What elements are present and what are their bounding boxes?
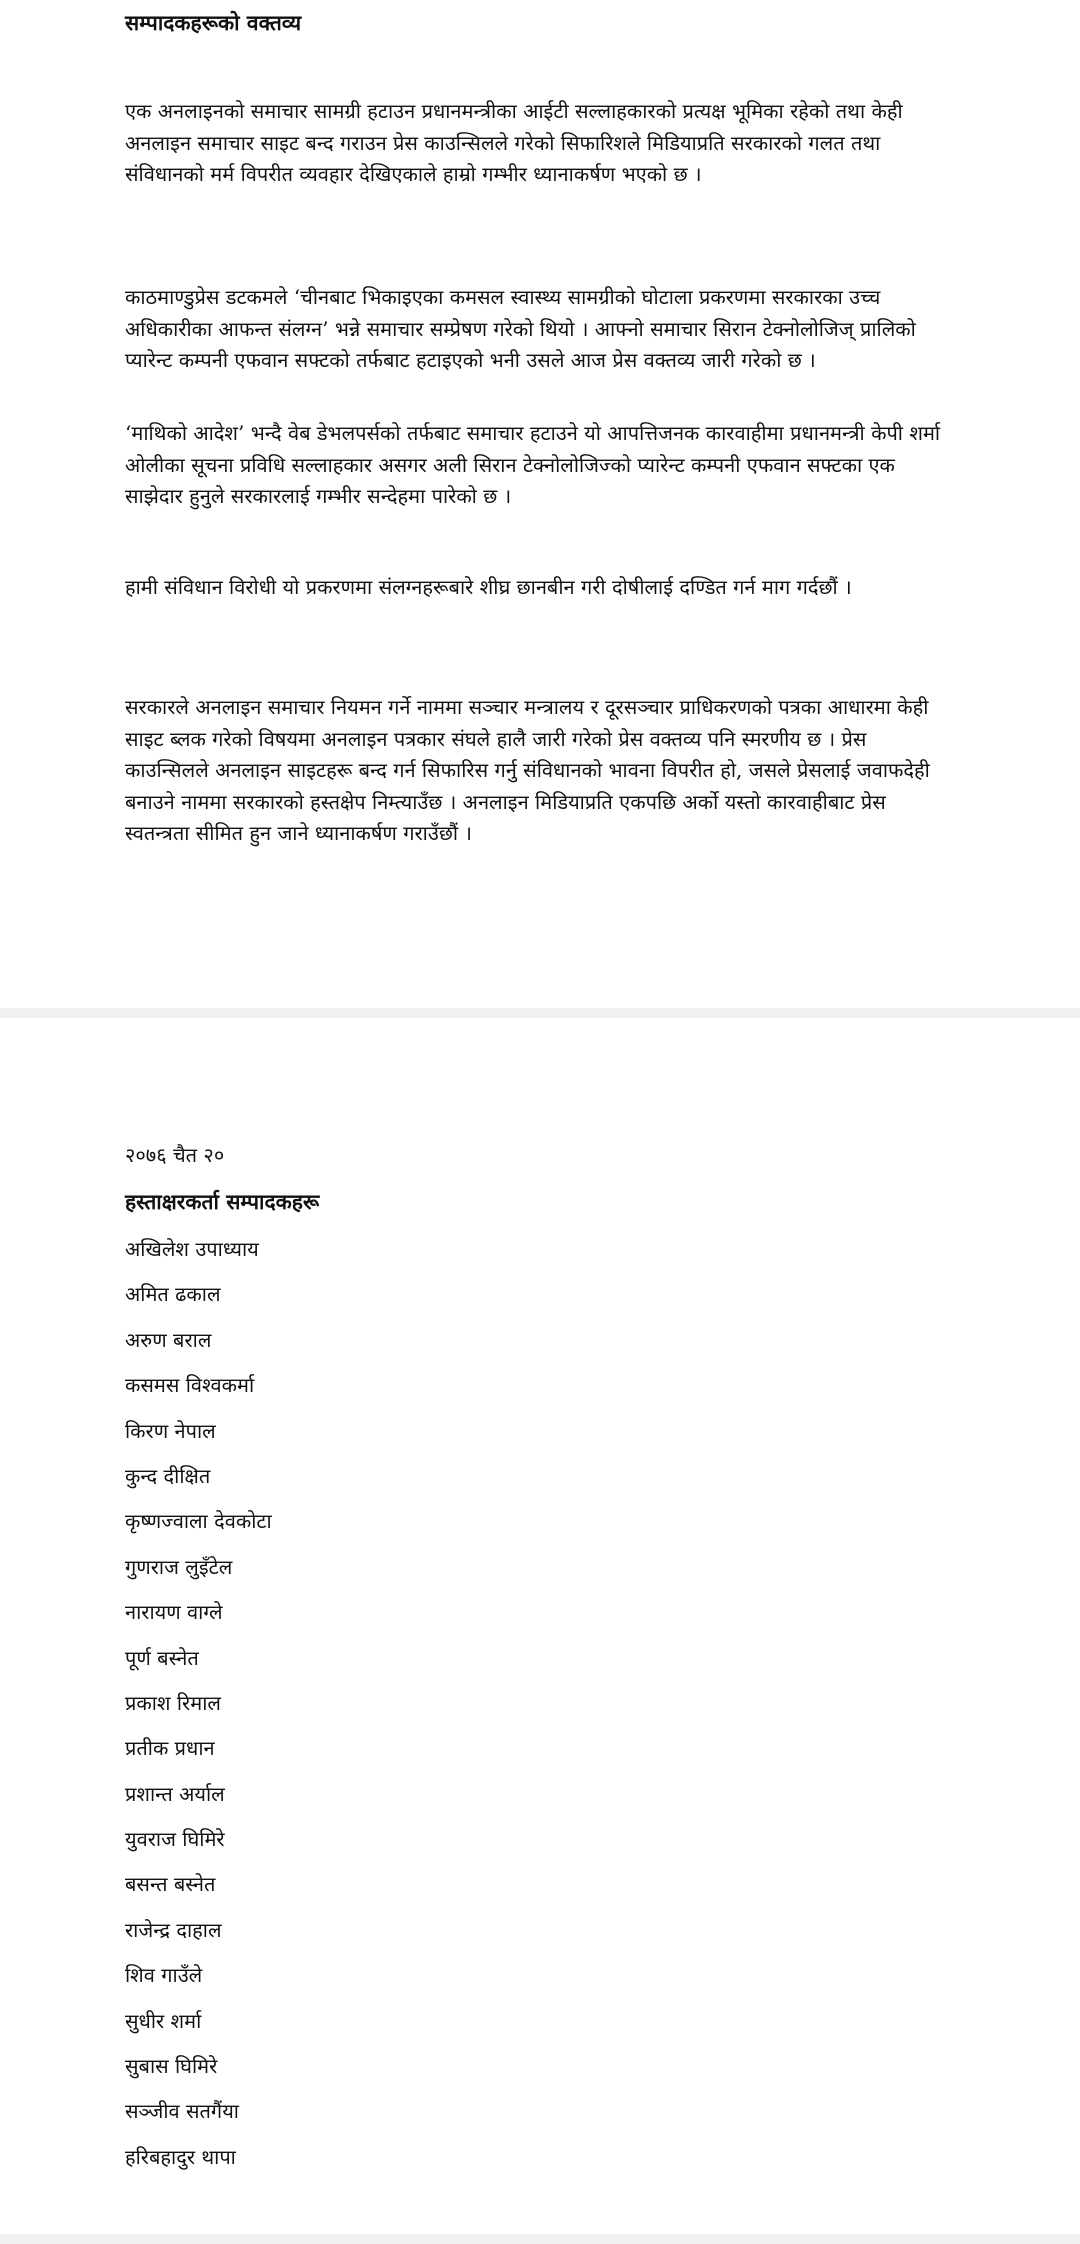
signatory-name: अरुण बराल: [125, 1327, 212, 1352]
signatory-name: कुन्द दीक्षित: [125, 1463, 211, 1488]
signatory-name: प्रशान्त अर्याल: [125, 1781, 225, 1806]
page-bottom-edge: [0, 2234, 1080, 2244]
statement-paragraph-4: हामी संविधान विरोधी यो प्रकरणमा संलग्नहरूबारे शीघ्र छानबीन गरी दोषीलाई दण्डित गर्न माग गर्दछौं ।: [125, 575, 852, 599]
signatory-name: प्रतीक प्रधान: [125, 1736, 215, 1761]
page-separator: [0, 1008, 1080, 1018]
signatory-name: नारायण वाग्ले: [125, 1600, 223, 1625]
signatory-name: पूर्ण बस्नेत: [125, 1645, 199, 1670]
signatory-name: प्रकाश रिमाल: [125, 1690, 221, 1715]
signatory-name: सञ्जीव सतगैंया: [125, 2099, 239, 2124]
statement-paragraph-2: काठमाण्डुप्रेस डटकमले ‘चीनबाट भिकाइएका कमसल स्वास्थ्य सामग्रीको घोटाला प्रकरणमा सरकारका उच्च अधिकारीका आफन्त संलग्न’ भन्ने समाचार सम्प्रेषण गरेको थियो । आफ्नो समाचार सिरान टेक्नोलोजिज् प्रालिको प्यारेन्ट कम्पनी एफवान सफ्टको तर्फबाट हटाइएको भनी उसले आज प्रेस वक्तव्य जारी गरेको छ ।: [125, 285, 916, 372]
signatory-name: किरण नेपाल: [125, 1418, 216, 1443]
statement-paragraph-1: एक अनलाइनको समाचार सामग्री हटाउन प्रधानमन्त्रीका आईटी सल्लाहकारको प्रत्यक्ष भूमिका रहेको तथा केही अनलाइन समाचार साइट बन्द गराउन प्रेस काउन्सिलले गरेको सिफारिशले मिडियाप्रति सरकारको गलत तथा संविधानको मर्म विपरीत व्यवहार देखिएकाले हाम्रो गम्भीर ध्यानाकर्षण भएको छ ।: [125, 99, 903, 186]
signatory-name: राजेन्द्र दाहाल: [125, 1917, 222, 1942]
signatories-list: [125, 1234, 955, 2187]
signatory-name: गुणराज लुइँटेल: [125, 1554, 233, 1579]
statement-page: [0, 0, 1080, 1008]
signatory-name: अमित ढकाल: [125, 1282, 221, 1307]
signatory-name: हरिबहादुर थापा: [125, 2144, 236, 2169]
signatory-name: कृष्णज्वाला देवकोटा: [125, 1509, 272, 1534]
statement-date: २०७६ चैत २०: [125, 1143, 225, 1167]
signatory-name: शिव गाउँले: [125, 1963, 203, 1988]
statement-paragraph-5: सरकारले अनलाइन समाचार नियमन गर्ने नाममा सञ्चार मन्त्रालय र दूरसञ्चार प्राधिकरणको पत्रका आधारमा केही साइट ब्लक गरेको विषयमा अनलाइन पत्रकार संघले हालै जारी गरेको प्रेस वक्तव्य पनि स्मरणीय छ । प्रेस काउन्सिलले अनलाइन साइटहरू बन्द गर्न सिफारिस गर्नु संविधानको भावना विपरीत हो, जसले प्रेसलाई जवाफदेही बनाउने नाममा सरकारको हस्तक्षेप निम्त्याउँछ । अनलाइन मिडियाप्रति एकपछि अर्को यस्तो कारवाहीबाट प्रेस स्वतन्त्रता सीमित हुन जाने ध्यानाकर्षण गराउँछौं ।: [125, 695, 930, 845]
signatory-name: कसमस विश्वकर्मा: [125, 1373, 255, 1398]
statement-heading: सम्पादकहरूको वक्तव्य: [125, 10, 302, 35]
signatory-name: बसन्त बस्नेत: [125, 1872, 216, 1897]
signatory-name: सुधीर शर्मा: [125, 2008, 202, 2033]
signatory-name: युवराज घिमिरे: [125, 1827, 225, 1852]
signatory-name: अखिलेश उपाध्याय: [125, 1237, 259, 1261]
signatory-name: सुबास घिमिरे: [125, 2054, 218, 2079]
signatories-heading: हस्ताक्षरकर्ता सम्पादकहरू: [125, 1189, 320, 1214]
statement-paragraph-3: ‘माथिको आदेश’ भन्दै वेब डेभलपर्सको तर्फबाट समाचार हटाउने यो आपत्तिजनक कारवाहीमा प्रधानमन्त्री केपी शर्मा ओलीका सूचना प्रविधि सल्लाहकार असगर अली सिरान टेक्नोलोजिज्को प्यारेन्ट कम्पनी एफवान सफ्टका एक साझेदार हुनुले सरकारलाई गम्भीर सन्देहमा पारेको छ ।: [125, 421, 941, 508]
